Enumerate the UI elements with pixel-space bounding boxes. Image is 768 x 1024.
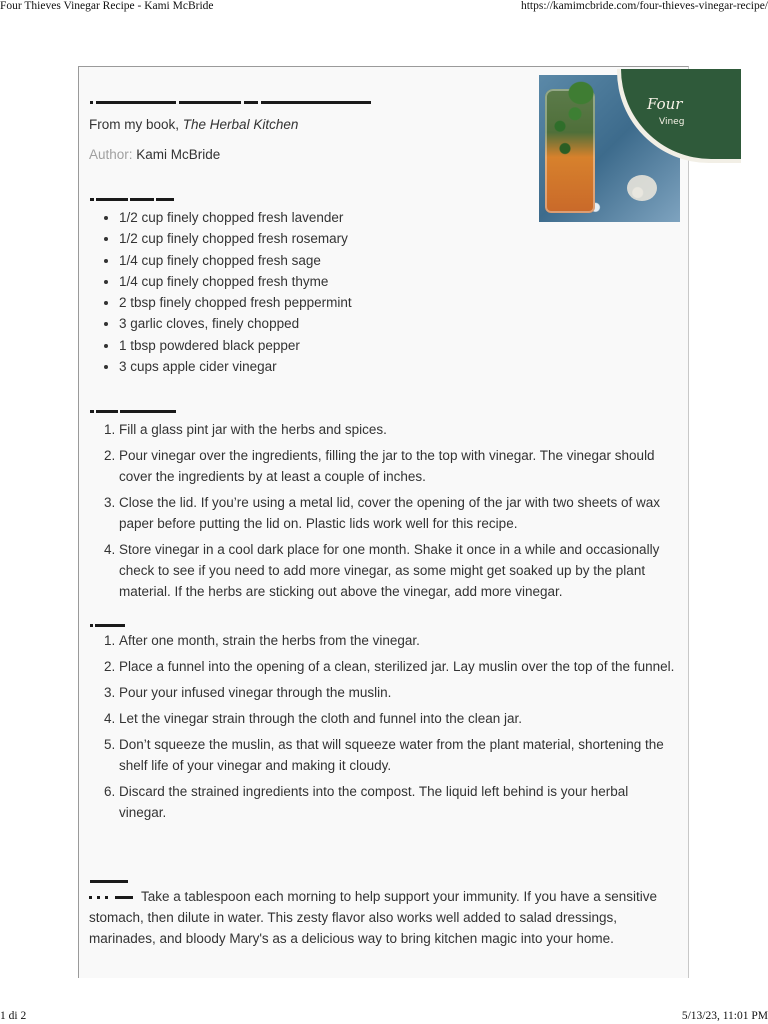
straining-step: 1. After one month, strain the herbs from the vinegar.	[119, 630, 679, 651]
straining-list	[89, 630, 679, 828]
print-timestamp: 5/13/23, 11:01 PM	[681, 1010, 768, 1022]
recipe-title-redacted	[90, 98, 371, 104]
photo-badge-subtitle: Vineg	[659, 117, 685, 127]
straining-step: 3. Pour your infused vinegar through the muslin.	[119, 682, 679, 703]
instruction-step: 3. Close the lid. If you’re using a metal lid, cover the opening of the jar with two sheets of wax paper before putting the lid on. Plastic lids work well for this recipe.	[119, 492, 679, 534]
ingredient-item: • 1 tbsp powdered black pepper	[119, 335, 352, 356]
print-page-url: https://kamimcbride.com/four-thieves-vinegar-recipe/	[520, 0, 768, 12]
ingredient-item: • 1/2 cup finely chopped fresh lavender	[119, 207, 352, 228]
instruction-step: 1. Fill a glass pint jar with the herbs and spices.	[119, 419, 679, 440]
author-label: Author:	[89, 147, 133, 162]
print-footer	[0, 1010, 768, 1024]
ingredient-item: • 3 garlic cloves, finely chopped	[119, 313, 352, 334]
intro-prefix: From my book,	[89, 117, 183, 132]
ingredient-item: • 1/4 cup finely chopped fresh sage	[119, 250, 352, 271]
ingredient-item: • 1/2 cup finely chopped fresh rosemary	[119, 228, 352, 249]
notes-text: Take a tablespoon each morning to help support your immunity. If you have a sensitive stomach, then dilute in water. This zesty flavor also works well added to salad dressings, marinades, and bloody Mary's as a delicious way to bring kitchen magic into your home.	[89, 889, 658, 946]
recipe-intro	[89, 117, 298, 132]
ingredient-item: • 2 tbsp finely chopped fresh peppermint	[119, 292, 352, 313]
ingredient-item: • 3 cups apple cider vinegar	[119, 356, 352, 377]
author-name: Kami McBride	[136, 147, 221, 162]
straining-step: 6. Discard the strained ingredients into the compost. The liquid left behind is your herbal vinegar.	[119, 781, 679, 823]
ingredients-heading-redacted	[90, 196, 174, 201]
instructions-heading-redacted	[90, 408, 176, 413]
photo-badge	[621, 69, 741, 159]
instructions-list	[89, 419, 679, 607]
recipe-author	[89, 147, 220, 162]
straining-step: 2. Place a funnel into the opening of a clean, sterilized jar. Lay muslin over the top of the funnel.	[119, 656, 679, 677]
print-page-number: 1 di 2	[0, 1010, 27, 1022]
straining-step: 4. Let the vinegar strain through the cloth and funnel into the clean jar.	[119, 708, 679, 729]
garlic-graphic	[627, 175, 657, 201]
photo-badge-title: Four	[647, 95, 683, 113]
herb-sprig-graphic	[561, 75, 601, 105]
instruction-step: 4. Store vinegar in a cool dark place for one month. Shake it once in a while and occasionally check to see if you need to add more vinegar, as some might get soaked up by the plant material. If the herbs are sticking out above the vinegar, add more vinegar.	[119, 539, 679, 602]
recipe-photo	[539, 75, 685, 222]
ingredients-list	[89, 207, 352, 377]
print-page-title: Four Thieves Vinegar Recipe - Kami McBride	[0, 0, 214, 12]
ingredient-item: • 1/4 cup finely chopped fresh thyme	[119, 271, 352, 292]
straining-step: 5. Don’t squeeze the muslin, as that will squeeze water from the plant material, shortening the shelf life of your vinegar and making it cloudy.	[119, 734, 679, 776]
instruction-step: 2. Pour vinegar over the ingredients, filling the jar to the top with vinegar. The vinegar should cover the ingredients by at least a couple of inches.	[119, 445, 679, 487]
vinegar-jar-graphic	[545, 89, 595, 213]
notes-paragraph	[89, 886, 679, 949]
notes-lead-redacted	[89, 896, 135, 899]
notes-heading-redacted	[90, 878, 128, 883]
recipe-card	[78, 66, 689, 978]
print-header	[0, 0, 768, 14]
book-title: The Herbal Kitchen	[182, 117, 299, 132]
straining-heading-redacted	[90, 622, 125, 627]
